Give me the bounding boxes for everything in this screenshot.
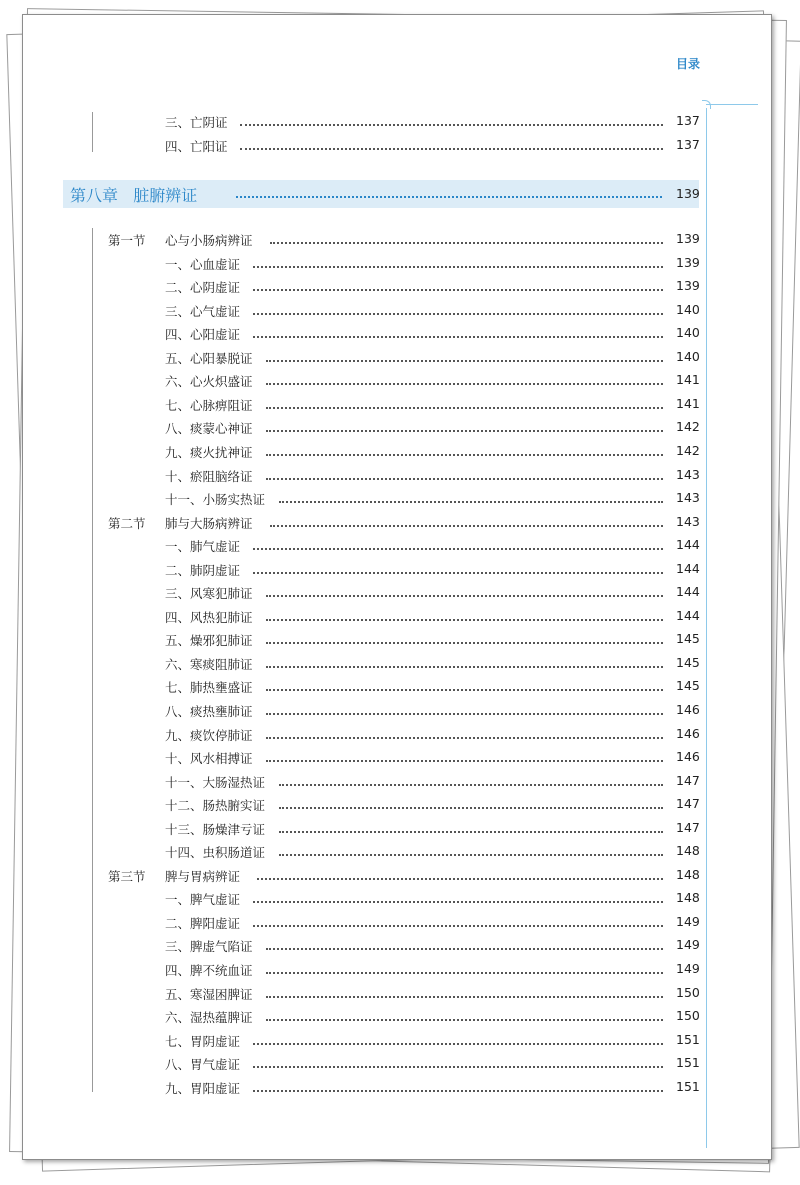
- toc-entry: [0, 372, 800, 394]
- entry-label: 十、风水相搏证: [165, 751, 253, 766]
- toc-entry: [0, 1079, 800, 1101]
- entry-label: 十二、肠热腑实证: [165, 798, 266, 813]
- entry-label: 八、痰蒙心神证: [165, 421, 253, 436]
- toc-entry: [0, 349, 800, 371]
- entry-label: 十一、大肠湿热证: [165, 775, 266, 790]
- leader-dots: [253, 1043, 663, 1045]
- toc-entry: [0, 278, 800, 300]
- leader-dots: [266, 642, 663, 644]
- page-number: 145: [676, 655, 700, 670]
- section-row: [0, 514, 800, 536]
- toc-entry: [0, 937, 800, 959]
- toc-entry: [0, 419, 800, 441]
- leader-dots: [266, 948, 663, 950]
- leader-dots: [253, 266, 663, 268]
- leader-dots: [240, 124, 663, 126]
- toc-entry: [0, 1032, 800, 1054]
- entry-label: 六、寒痰阻肺证: [165, 657, 253, 672]
- leader-dots: [279, 854, 663, 856]
- page-number: 143: [676, 467, 700, 482]
- leader-dots: [253, 336, 663, 338]
- page-number: 145: [676, 631, 700, 646]
- page-number: 144: [676, 537, 700, 552]
- leader-dots: [279, 501, 663, 503]
- leader-dots: [279, 784, 663, 786]
- section-title: 脾与胃病辨证: [165, 869, 241, 884]
- page-number: 146: [676, 726, 700, 741]
- entry-label: 五、燥邪犯肺证: [165, 633, 253, 648]
- leader-dots: [266, 454, 663, 456]
- page-number: 151: [676, 1055, 700, 1070]
- toc-entry: [0, 113, 800, 135]
- page-number: 147: [676, 820, 700, 835]
- toc-entry: [0, 443, 800, 465]
- entry-label: 九、痰火扰神证: [165, 445, 253, 460]
- toc-entry: [0, 678, 800, 700]
- page-number: 137: [676, 113, 700, 128]
- entry-label: 十三、肠燥津亏证: [165, 822, 266, 837]
- entry-label: 十、瘀阻脑络证: [165, 469, 253, 484]
- toc-entry: [0, 255, 800, 277]
- page-number: 149: [676, 914, 700, 929]
- page-number: 143: [676, 514, 700, 529]
- entry-label: 六、湿热蕴脾证: [165, 1010, 253, 1025]
- section-number: 第三节: [108, 869, 146, 884]
- entry-label: 五、寒湿困脾证: [165, 987, 253, 1002]
- leader-dots: [266, 360, 663, 362]
- page-number: 146: [676, 702, 700, 717]
- entry-label: 九、痰饮停肺证: [165, 728, 253, 743]
- toc-entry: [0, 773, 800, 795]
- entry-label: 四、心阳虚证: [165, 327, 241, 342]
- margin-rule-top: [706, 104, 758, 105]
- toc-entry: [0, 726, 800, 748]
- page-number: 147: [676, 773, 700, 788]
- page-number: 137: [676, 137, 700, 152]
- entry-label: 二、肺阴虚证: [165, 563, 241, 578]
- page-number: 144: [676, 561, 700, 576]
- leader-dots: [266, 595, 663, 597]
- entry-label: 九、胃阳虚证: [165, 1081, 241, 1096]
- entry-label: 十四、虫积肠道证: [165, 845, 266, 860]
- section-number: 第二节: [108, 516, 146, 531]
- page-number: 140: [676, 325, 700, 340]
- page-number: 139: [676, 255, 700, 270]
- leader-dots: [253, 572, 663, 574]
- leader-dots: [279, 831, 663, 833]
- leader-dots: [266, 407, 663, 409]
- toc-entry: [0, 584, 800, 606]
- leader-dots: [266, 737, 663, 739]
- entry-label: 六、心火炽盛证: [165, 374, 253, 389]
- page-number: 141: [676, 372, 700, 387]
- page-number: 148: [676, 890, 700, 905]
- toc-entry: [0, 796, 800, 818]
- entry-label: 三、心气虚证: [165, 304, 241, 319]
- leader-dots: [253, 1090, 663, 1092]
- entry-label: 五、心阳暴脱证: [165, 351, 253, 366]
- entry-label: 四、风热犯肺证: [165, 610, 253, 625]
- page-number: 144: [676, 608, 700, 623]
- entry-label: 八、痰热壅肺证: [165, 704, 253, 719]
- page-number: 144: [676, 584, 700, 599]
- page-number: 139: [676, 231, 700, 246]
- entry-label: 七、胃阴虚证: [165, 1034, 241, 1049]
- page-number: 150: [676, 1008, 700, 1023]
- entry-label: 七、心脉痹阻证: [165, 398, 253, 413]
- chapter-number: 第八章: [70, 186, 119, 205]
- toc-entry: [0, 137, 800, 159]
- page-number: 147: [676, 796, 700, 811]
- section-row: [0, 231, 800, 253]
- toc-entry: [0, 561, 800, 583]
- page-number: 148: [676, 867, 700, 882]
- entry-label: 一、心血虚证: [165, 257, 241, 272]
- leader-dots: [266, 713, 663, 715]
- page-number: 142: [676, 419, 700, 434]
- entry-label: 一、肺气虚证: [165, 539, 241, 554]
- toc-entry: [0, 914, 800, 936]
- leader-dots: [240, 148, 663, 150]
- leader-dots: [270, 525, 663, 527]
- page-number: 149: [676, 937, 700, 952]
- page-number: 139: [676, 278, 700, 293]
- page-number: 140: [676, 349, 700, 364]
- page-number: 150: [676, 985, 700, 1000]
- toc-entry: [0, 843, 800, 865]
- leader-dots: [253, 1066, 663, 1068]
- page-number: 149: [676, 961, 700, 976]
- entry-label: 三、风寒犯肺证: [165, 586, 253, 601]
- leader-dots: [253, 925, 663, 927]
- toc-entry: [0, 985, 800, 1007]
- toc-entry: [0, 302, 800, 324]
- page-number: 140: [676, 302, 700, 317]
- page-number: 151: [676, 1032, 700, 1047]
- chapter-page-number: 139: [676, 186, 700, 201]
- leader-dots: [270, 242, 663, 244]
- toc-entry: [0, 1055, 800, 1077]
- toc-entry: [0, 537, 800, 559]
- toc-entry: [0, 961, 800, 983]
- page-number: 145: [676, 678, 700, 693]
- leader-dots: [253, 289, 663, 291]
- section-row: [0, 867, 800, 889]
- entry-label: 四、脾不统血证: [165, 963, 253, 978]
- entry-label: 一、脾气虚证: [165, 892, 241, 907]
- page-number: 146: [676, 749, 700, 764]
- leader-dots: [257, 878, 663, 880]
- running-header: 目录: [676, 57, 701, 71]
- page-number: 151: [676, 1079, 700, 1094]
- toc-entry: [0, 608, 800, 630]
- leader-dots: [266, 996, 663, 998]
- leader-dots: [279, 807, 663, 809]
- page-number: 148: [676, 843, 700, 858]
- section-number: 第一节: [108, 233, 146, 248]
- entry-label: 十一、小肠实热证: [165, 492, 266, 507]
- leader-dots: [266, 689, 663, 691]
- entry-label: 八、胃气虚证: [165, 1057, 241, 1072]
- section-title: 肺与大肠病辨证: [165, 516, 253, 531]
- entry-label: 三、亡阴证: [165, 115, 228, 130]
- leader-dots: [266, 478, 663, 480]
- leader-dots: [266, 430, 663, 432]
- section-title: 心与小肠病辨证: [165, 233, 253, 248]
- chapter-heading: [70, 183, 197, 206]
- leader-dots: [266, 619, 663, 621]
- toc-entry: [0, 631, 800, 653]
- leader-dots: [253, 548, 663, 550]
- toc-entry: [0, 1008, 800, 1030]
- leader-dots: [266, 972, 663, 974]
- leader-dots: [253, 313, 663, 315]
- leader-dots: [253, 901, 663, 903]
- page-number: 143: [676, 490, 700, 505]
- toc-entry: [0, 890, 800, 912]
- page-number: 141: [676, 396, 700, 411]
- toc-entry: [0, 325, 800, 347]
- toc-entry: [0, 820, 800, 842]
- entry-label: 七、肺热壅盛证: [165, 680, 253, 695]
- leader-dots: [266, 383, 663, 385]
- chapter-leader-dots: [236, 196, 662, 198]
- toc-entry: [0, 749, 800, 771]
- chapter-title: 脏腑辨证: [133, 186, 198, 205]
- entry-label: 四、亡阳证: [165, 139, 228, 154]
- toc-entry: [0, 702, 800, 724]
- toc-entry: [0, 490, 800, 512]
- leader-dots: [266, 760, 663, 762]
- leader-dots: [266, 1019, 663, 1021]
- entry-label: 三、脾虚气陷证: [165, 939, 253, 954]
- toc-entry: [0, 467, 800, 489]
- entry-label: 二、脾阳虚证: [165, 916, 241, 931]
- entry-label: 二、心阴虚证: [165, 280, 241, 295]
- leader-dots: [266, 666, 663, 668]
- toc-entry: [0, 396, 800, 418]
- page-number: 142: [676, 443, 700, 458]
- toc-entry: [0, 655, 800, 677]
